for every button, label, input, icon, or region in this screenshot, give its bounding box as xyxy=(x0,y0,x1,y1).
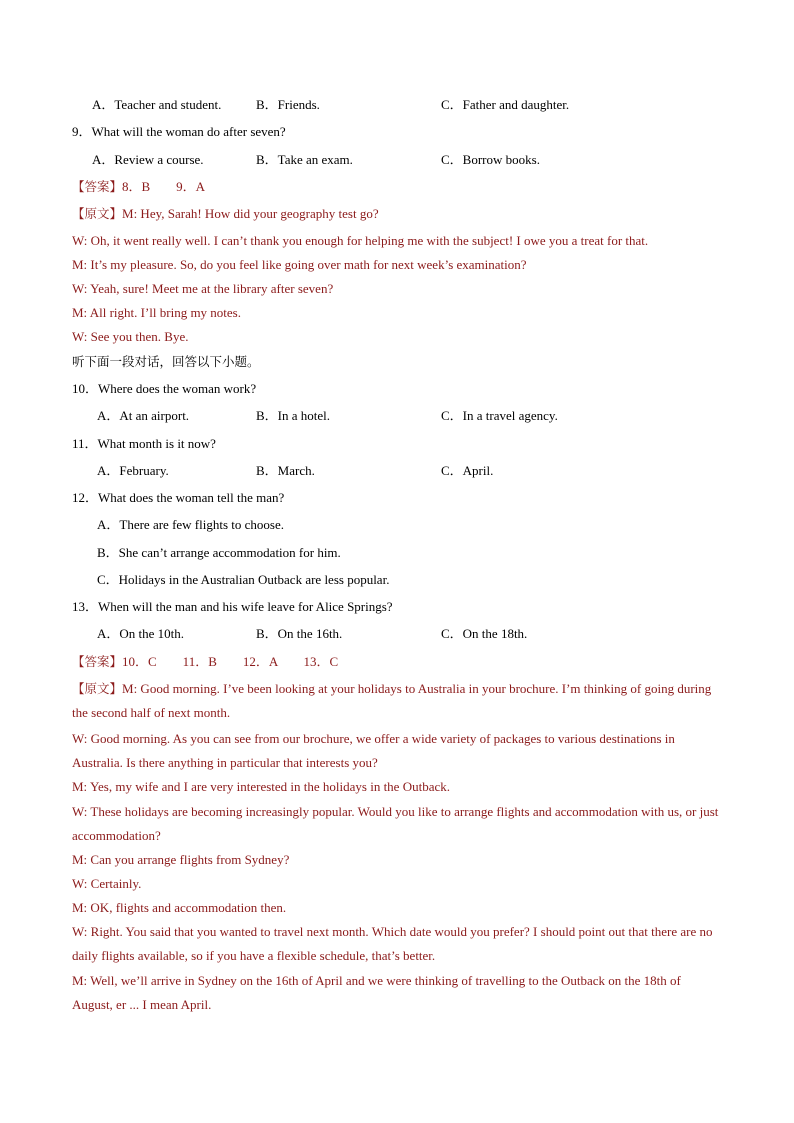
section-instruction: 听下面一段对话，回答以下小题。 xyxy=(72,354,260,369)
q13-option-a: A．On the 10th. xyxy=(97,626,185,641)
answer-block-1 xyxy=(72,179,205,195)
transcript-text: M: Good morning. I’ve been looking at your holidays to Australia in your brochure. I’m thinking of going during the second half of next month. xyxy=(72,681,712,720)
transcript-2-line-8: M: Well, we’ll arrive in Sydney on the 16th of April and we were thinking of travelling to the Outback on the 18th of August, er ... I mean April. xyxy=(72,973,681,1012)
q12-option-a: A．There are few flights to choose. xyxy=(97,517,284,532)
q9-option-b: B．Take an exam. xyxy=(256,152,353,167)
transcript-1-line-5: W: See you then. Bye. xyxy=(72,329,189,344)
q10-option-c: C．In a travel agency. xyxy=(441,408,558,423)
transcript-2-line-0 xyxy=(72,677,722,725)
answer-label: 【答案】 xyxy=(72,179,123,194)
answer-block-2 xyxy=(72,654,338,670)
transcript-label: 【原文】 xyxy=(72,206,123,221)
transcript-1-line-1: W: Oh, it went really well. I can’t thank you enough for helping me with the subject! I owe you a treat for that. xyxy=(72,233,649,248)
q9-option-a: A．Review a course. xyxy=(92,152,204,167)
transcript-2-line-1: W: Good morning. As you can see from our brochure, we offer a wide variety of packages to various destinations in Australia. Is there anything in particular that interests you? xyxy=(72,731,675,770)
answer-text: 8．B 9．A xyxy=(122,179,206,194)
q13-option-c: C．On the 18th. xyxy=(441,626,528,641)
transcript-2-line-3: W: These holidays are becoming increasingly popular. Would you like to arrange flights and accommodation with us, or just accommodation? xyxy=(72,804,719,843)
transcript-1-line-0 xyxy=(72,206,379,222)
q12-stem: 12．What does the woman tell the man? xyxy=(72,490,285,505)
q11-stem: 11．What month is it now? xyxy=(72,436,216,451)
transcript-2-line-6: M: OK, flights and accommodation then. xyxy=(72,900,287,915)
transcript-2-line-4: M: Can you arrange flights from Sydney? xyxy=(72,852,290,867)
transcript-1-line-2: M: It’s my pleasure. So, do you feel like going over math for next week’s examination? xyxy=(72,257,527,272)
q11-option-a: A．February. xyxy=(97,463,169,478)
transcript-2-line-5: W: Certainly. xyxy=(72,876,142,891)
q9-option-c: C．Borrow books. xyxy=(441,152,540,167)
q9-stem: 9．What will the woman do after seven? xyxy=(72,124,286,139)
q10-option-b: B．In a hotel. xyxy=(256,408,331,423)
transcript-2-line-2: M: Yes, my wife and I are very interested in the holidays in the Outback. xyxy=(72,779,450,794)
q11-option-c: C．April. xyxy=(441,463,494,478)
q8-option-c: C．Father and daughter. xyxy=(441,97,570,112)
q13-stem: 13．When will the man and his wife leave for Alice Springs? xyxy=(72,599,393,614)
q12-option-c: C．Holidays in the Australian Outback are less popular. xyxy=(97,572,390,587)
q10-option-a: A．At an airport. xyxy=(97,408,190,423)
q8-option-a: A．Teacher and student. xyxy=(92,97,222,112)
transcript-2-line-7: W: Right. You said that you wanted to travel next month. Which date would you prefer? I should point out that there are no daily flights available, so if you have a flexible schedule, that’s better. xyxy=(72,924,713,963)
transcript-text: M: Hey, Sarah! How did your geography test go? xyxy=(122,206,379,221)
q11-option-b: B．March. xyxy=(256,463,315,478)
answer-text: 10．C 11．B 12．A 13．C xyxy=(122,654,339,669)
q12-option-b: B．She can’t arrange accommodation for him. xyxy=(97,545,341,560)
transcript-1-line-4: M: All right. I’ll bring my notes. xyxy=(72,305,241,320)
q13-option-b: B．On the 16th. xyxy=(256,626,343,641)
q8-option-b: B．Friends. xyxy=(256,97,320,112)
answer-label: 【答案】 xyxy=(72,654,123,669)
transcript-label: 【原文】 xyxy=(72,681,123,696)
q10-stem: 10．Where does the woman work? xyxy=(72,381,257,396)
transcript-1-line-3: W: Yeah, sure! Meet me at the library after seven? xyxy=(72,281,334,296)
